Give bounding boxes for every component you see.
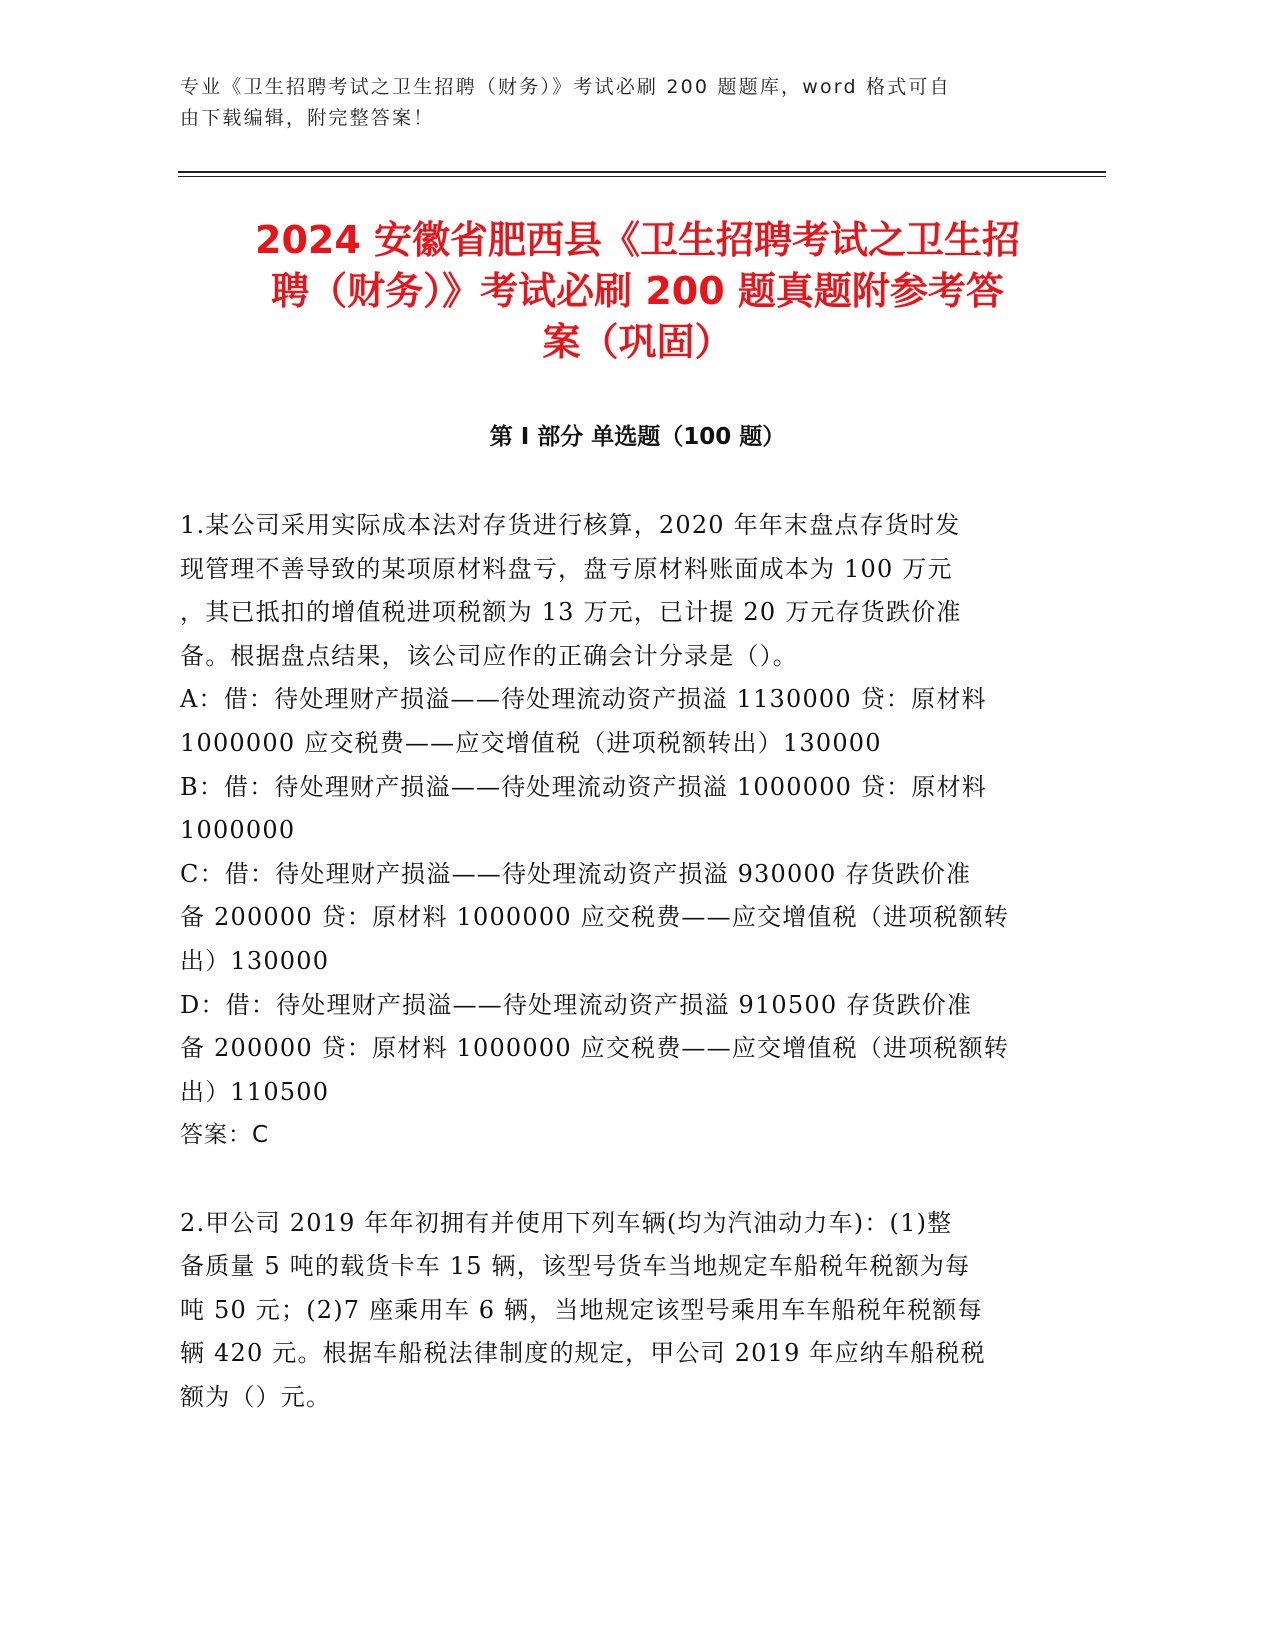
header-line: 专业《卫生招聘考试之卫生招聘（财务）》考试必刷 200 题题库，word 格式可自 xyxy=(180,76,951,98)
question-line: 备质量 5 吨的载货卡车 15 辆，该型号货车当地规定车船税年税额为每 xyxy=(180,1252,971,1281)
question-line: 现管理不善导致的某项原材料盘亏，盘亏原材料账面成本为 100 万元 xyxy=(180,554,953,583)
question-line: C：借：待处理财产损溢——待处理流动资产损溢 930000 存货跌价准 xyxy=(180,859,972,888)
question-line: 出）110500 xyxy=(180,1077,330,1106)
question-line: 1000000 应交税费——应交增值税（进项税额转出）130000 xyxy=(180,728,882,757)
question-line: D：借：待处理财产损溢——待处理流动资产损溢 910500 存货跌价准 xyxy=(180,990,973,1019)
question-line: A：借：待处理财产损溢——待处理流动资产损溢 1130000 贷：原材料 xyxy=(180,685,987,714)
question-1 xyxy=(180,504,1050,1114)
answer: 答案：C xyxy=(180,1122,270,1149)
question-line: 1.某公司采用实际成本法对存货进行核算，2020 年年末盘点存货时发 xyxy=(180,511,961,539)
question-line: 2.甲公司 2019 年年初拥有并使用下列车辆(均为汽油动力车)：(1)整 xyxy=(180,1208,953,1237)
question-2 xyxy=(180,1202,1050,1420)
section-heading: 第 I 部分 单选题（100 题） xyxy=(489,424,786,450)
question-line: 备。根据盘点结果，该公司应作的正确会计分录是（）。 xyxy=(180,641,798,670)
questions xyxy=(180,504,1050,1419)
title-line: 案（巩固） xyxy=(542,320,733,364)
question-line: 1000000 xyxy=(180,816,296,845)
header-divider xyxy=(178,176,1106,177)
question-line: B：借：待处理财产损溢——待处理流动资产损溢 1000000 贷：原材料 xyxy=(180,772,987,801)
question-line: ，其已抵扣的增值税进项税额为 13 万元，已计提 20 万元存货跌价准 xyxy=(180,598,962,627)
title-line: 2024 安徽省肥西县《卫生招聘考试之卫生招 xyxy=(255,218,1020,262)
question-line: 备 200000 贷：原材料 1000000 应交税费——应交增值税（进项税额转 xyxy=(180,903,1010,932)
header-note xyxy=(180,72,1040,134)
question-line: 出）130000 xyxy=(180,946,330,975)
question-line: 吨 50 元；(2)7 座乘用车 6 辆，当地规定该型号乘用车车船税年税额每 xyxy=(180,1295,983,1324)
question-line: 备 200000 贷：原材料 1000000 应交税费——应交增值税（进项税额转 xyxy=(180,1034,1010,1063)
header-line: 由下载编辑，附完整答案！ xyxy=(180,107,435,129)
question-line: 辆 420 元。根据车船税法律制度的规定，甲公司 2019 年应纳车船税税 xyxy=(180,1339,986,1368)
document-title xyxy=(150,215,1125,368)
question-line: 额为（）元。 xyxy=(180,1382,332,1411)
header-divider xyxy=(178,171,1106,173)
title-line: 聘（财务）》考试必刷 200 题真题附参考答 xyxy=(271,269,1004,313)
